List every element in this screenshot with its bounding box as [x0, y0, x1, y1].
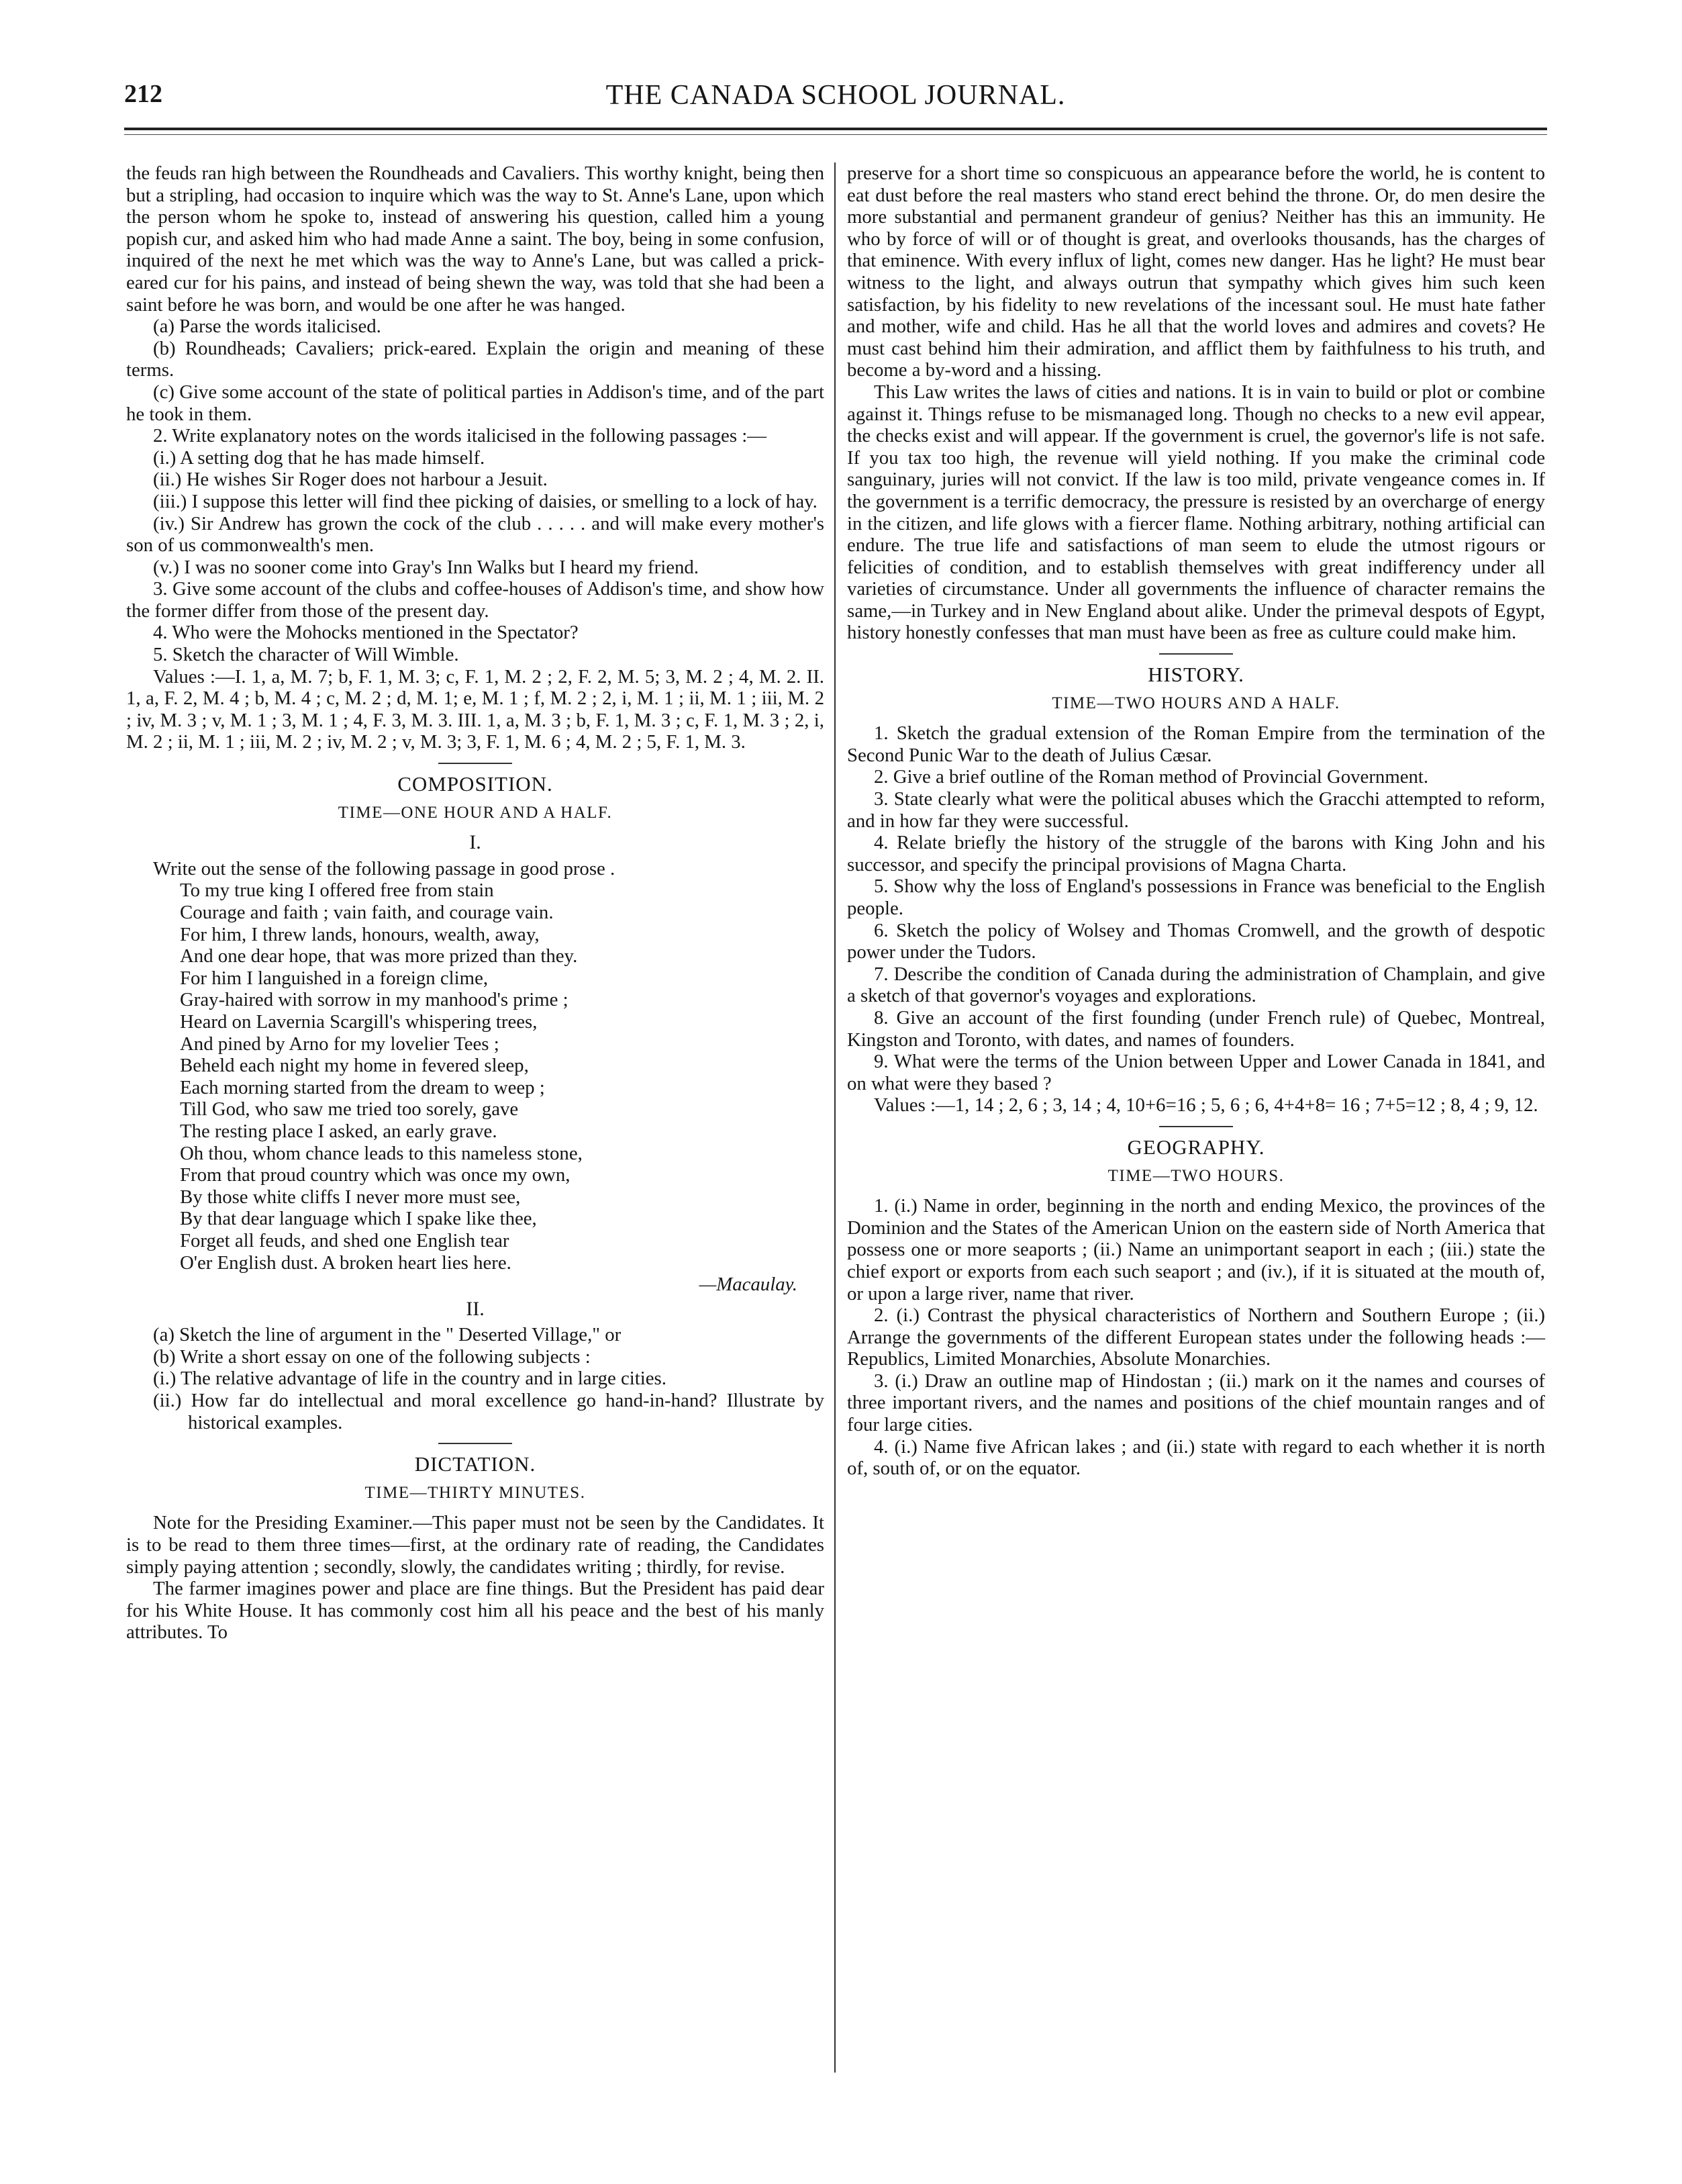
history-question-1: 1. Sketch the gradual extension of the Roman Empire from the termination of the Second Punic War to the death of Julius Cæsar. [847, 722, 1545, 766]
question-2-ii: (ii.) He wishes Sir Roger does not harbour a Jesuit. [153, 469, 548, 491]
poem-line: For him, I threw lands, honours, wealth, away, [180, 923, 540, 945]
right-column [847, 162, 1545, 1480]
history-question-9: 9. What were the terms of the Union between Upper and Lower Canada in 1841, and on what were they based ? [847, 1051, 1545, 1094]
geography-question-1: 1. (i.) Name in order, beginning in the north and ending Mexico, the provinces of the Dominion and the States of the American Union on the eastern side of North America that possess one or more seaports ; (ii.) Name an unimportant seaport in each ; (iii.) state the chief export or exports from each such seaport ; and (iv.), if it is situated at the mouth of, or upon a large river, name that river. [847, 1195, 1545, 1304]
poem-line: And pined by Arno for my lovelier Tees ; [180, 1033, 499, 1055]
poem-line: From that proud country which was once my own, [180, 1164, 571, 1186]
question-1c: (c) Give some account of the state of political parties in Addison's time, and of the part he took in them. [126, 381, 824, 425]
question-2-i: (i.) A setting dog that he has made himself. [153, 446, 485, 469]
poem-line: Beheld each night my home in fevered sleep, [180, 1055, 529, 1077]
poem-line: By those white cliffs I never more must see, [180, 1186, 521, 1208]
history-question-2: 2. Give a brief outline of the Roman method of Provincial Government. [874, 766, 1429, 788]
history-question-7: 7. Describe the condition of Canada during the administration of Champlain, and give a sketch of that governor's voyages and explorations. [847, 963, 1545, 1007]
poem-line: Till God, who saw me tried too sorely, gave [180, 1098, 519, 1121]
left-column [126, 162, 824, 1644]
poem-line: O'er English dust. A broken heart lies here. [180, 1251, 511, 1274]
history-question-4: 4. Relate briefly the history of the struggle of the barons with King John and his successor, and specify the principal provisions of Magna Charta. [847, 832, 1545, 875]
history-question-3: 3. State clearly what were the political abuses which the Gracchi attempted to reform, and in how far they were successful. [847, 788, 1545, 832]
section-rule [1159, 653, 1233, 655]
geography-question-2: 2. (i.) Contrast the physical characteristics of Northern and Southern Europe ; (ii.) Arrange the governments of the different European states under the following heads :—Republics, Limited Monarchies, Absolute Monarchies. [847, 1304, 1545, 1370]
poem-line: Heard on Lavernia Scargill's whispering trees, [180, 1010, 538, 1033]
geography-time: TIME—TWO HOURS. [1107, 1166, 1285, 1185]
section-rule [438, 763, 512, 764]
poem-line: Oh thou, whom chance leads to this nameless stone, [180, 1142, 583, 1164]
composition-heading: COMPOSITION. [397, 772, 553, 796]
literature-values: Values :—I. 1, a, M. 7; b, F. 1, M. 3; c, F. 1, M. 2 ; 2, F. 2, M. 5; 3, M. 2 ; 4, M. 2. II. 1, a, F. 2, M. 4 ; b, M. 4 ; c, M. 2 ; d, M. 1; e, M. 1 ; f, M. 2 ; 2, i, M. 1 ; ii, M. 1 ; iii, M. 2 ; iv, M. 3 ; v, M. 1 ; 3, M. 1 ; 4, F. 3, M. 3. III. 1, a, M. 3 ; b, F. 1, M. 3 ; c, F. 1, M. 3 ; 2, i, M. 2 ; ii, M. 1 ; iii, M. 2 ; iv, M. 2 ; v, M. 3; 3, F. 1, M. 6 ; 4, M. 2 ; 5, F. 1, M. 3. [126, 665, 824, 753]
question-1b: (b) Roundheads; Cavaliers; prick-eared. Explain the origin and meaning of these terms. [126, 337, 824, 381]
section-rule [1159, 1126, 1233, 1127]
literature-passage: the feuds ran high between the Roundheads and Cavaliers. This worthy knight, being then but a stripling, had occasion to inquire which was the way to St. Anne's Lane, upon which the person whom he spoke to, instead of answering his question, called him a young popish cur, and asked him who had made Anne a saint. The boy, being in some confusion, inquired of the next he met which was the way to Anne's Lane, but was called a prick-eared cur for his pains, and instead of being shewn the way, was told that she had been a saint before he was born, and would be one after he was hanged. [126, 162, 824, 316]
composition-option-b: (b) Write a short essay on one of the following subjects : [153, 1345, 591, 1368]
question-2-v: (v.) I was no sooner come into Gray's Inn Walks but I heard my friend. [153, 556, 699, 578]
question-1a: (a) Parse the words italicised. [153, 316, 381, 338]
page-header [124, 79, 1547, 120]
poem-line: Gray-haired with sorrow in my manhood's prime ; [180, 989, 568, 1011]
composition-subject-i: (i.) The relative advantage of life in the country and in large cities. [153, 1368, 666, 1390]
history-question-6: 6. Sketch the policy of Wolsey and Thomas Cromwell, and the growth of despotic power under the Tudors. [847, 919, 1545, 963]
poem-line: Each morning started from the dream to weep ; [180, 1076, 545, 1098]
dictation-heading: DICTATION. [414, 1452, 536, 1476]
history-question-5: 5. Show why the loss of England's possessions in France was beneficial to the English people. [847, 875, 1545, 919]
question-2-iii: (iii.) I suppose this letter will find thee picking of daisies, or smelling to a lock of hay. [153, 490, 818, 512]
dictation-passage-paragraph-2: This Law writes the laws of cities and nations. It is in vain to build or plot or combine against it. Things refuse to be mismanaged long. Though no checks to a new evil appear, the checks exist and will appear. If the government is cruel, the governor's life is not safe. If you tax too high, the revenue will yield nothing. If you make the criminal code sanguinary, juries will not convict. If the law is too mild, private vengeance comes in. If the government is a terrific democracy, the pressure is resisted by an overcharge of energy in the citizen, and life glows with a fiercer flame. Nothing arbitrary, nothing artificial can endure. The true life and satisfactions of man seem to elude the utmost rigours or felicities of condition, and to establish themselves with great indifferency under all varieties of circumstance. Under all governments the influence of character remains the same,—in Turkey and in New England about alike. Under the primeval despots of Egypt, history honestly confesses that man must have been as free as culture could make him. [847, 381, 1545, 644]
history-question-8: 8. Give an account of the first founding (under French rule) of Quebec, Montreal, Kingston and Toronto, with dates, and names of founders. [847, 1006, 1545, 1051]
question-4: 4. Who were the Mohocks mentioned in the Spectator? [153, 622, 579, 644]
dictation-passage: The farmer imagines power and place are fine things. But the President has paid dear for his White House. It has commonly cost him all his peace and the best of his manly attributes. To [126, 1578, 824, 1644]
history-values: Values :—1, 14 ; 2, 6 ; 3, 14 ; 4, 10+6=16 ; 5, 6 ; 6, 4+4+8= 16 ; 7+5=12 ; 8, 4 ; 9, 12. [874, 1094, 1538, 1117]
dictation-time: TIME—THIRTY MINUTES. [364, 1483, 586, 1502]
geography-question-3: 3. (i.) Draw an outline map of Hindostan ; (ii.) mark on it the names and courses of three important rivers, and the names and positions of the chief mountain ranges and of four large cities. [847, 1370, 1545, 1436]
dictation-note: Note for the Presiding Examiner.—This paper must not be seen by the Candidates. It is to be read to them three times—first, at the ordinary rate of reading, the Candidates simply paying attention ; secondly, slowly, the candidates writing ; thirdly, for revise. [126, 1512, 824, 1578]
composition-instruction: Write out the sense of the following passage in good prose . [153, 857, 615, 880]
composition-time: TIME—ONE HOUR AND A HALF. [338, 803, 613, 822]
geography-question-4: 4. (i.) Name five African lakes ; and (ii.) state with regard to each whether it is north of, south of, or on the equator. [847, 1435, 1545, 1480]
composition-section-i: I. [469, 831, 481, 854]
poem-line: And one dear hope, that was more prized than they. [180, 945, 578, 967]
composition-section-ii: II. [466, 1297, 485, 1320]
poem-line: To my true king I offered free from stain [180, 880, 494, 902]
question-3: 3. Give some account of the clubs and coffee-houses of Addison's time, and show how the former differ from those of the present day. [126, 578, 824, 622]
geography-heading: GEOGRAPHY. [1127, 1135, 1265, 1159]
page-number: 212 [124, 80, 162, 108]
poem-line: The resting place I asked, an early grave. [180, 1120, 497, 1142]
header-rule [124, 128, 1547, 130]
composition-option-a: (a) Sketch the line of argument in the " Deserted Village," or [153, 1324, 622, 1346]
history-time: TIME—TWO HOURS AND A HALF. [1052, 694, 1340, 712]
poem [126, 880, 824, 1274]
column-divider [834, 162, 836, 2073]
poem-attribution: —Macaulay. [699, 1274, 797, 1296]
journal-title: THE CANADA SCHOOL JOURNAL. [605, 80, 1066, 111]
composition-subject-ii: (ii.) How far do intellectual and moral excellence go hand-in-hand? Illustrate by historical examples. [153, 1390, 824, 1433]
history-heading: HISTORY. [1148, 663, 1244, 687]
dictation-passage-continued: preserve for a short time so conspicuous an appearance before the world, he is content to eat dust before the real masters who stand erect behind the throne. Or, do men desire the more substantial and permanent grandeur of genius? Neither has this an immunity. He who by force of will or of thought is great, and overlooks thousands, has the charges of that eminence. With every influx of light, comes new danger. Has he light? He must bear witness to the light, and always outrun that sympathy which gives him such keen satisfaction, by his fidelity to new revelations of the incessant soul. He must hate father and mother, wife and child. Has he all that the world loves and admires and covets? He must cast behind him their admiration, and afflict them by faithfulness to his truth, and become a by-word and a hissing. [847, 162, 1545, 381]
question-5: 5. Sketch the character of Will Wimble. [153, 644, 459, 666]
poem-line: Courage and faith ; vain faith, and courage vain. [180, 902, 554, 923]
poem-line: For him I languished in a foreign clime, [180, 967, 489, 989]
poem-line: By that dear language which I spake like thee, [180, 1208, 537, 1230]
header-rule-thin [124, 134, 1547, 135]
question-2: 2. Write explanatory notes on the words italicised in the following passages :— [153, 425, 767, 447]
question-2-iv: (iv.) Sir Andrew has grown the cock of the club . . . . . and will make every mother's son of us commonwealth's men. [126, 512, 824, 557]
section-rule [438, 1443, 512, 1444]
poem-line: Forget all feuds, and shed one English tear [180, 1229, 509, 1251]
